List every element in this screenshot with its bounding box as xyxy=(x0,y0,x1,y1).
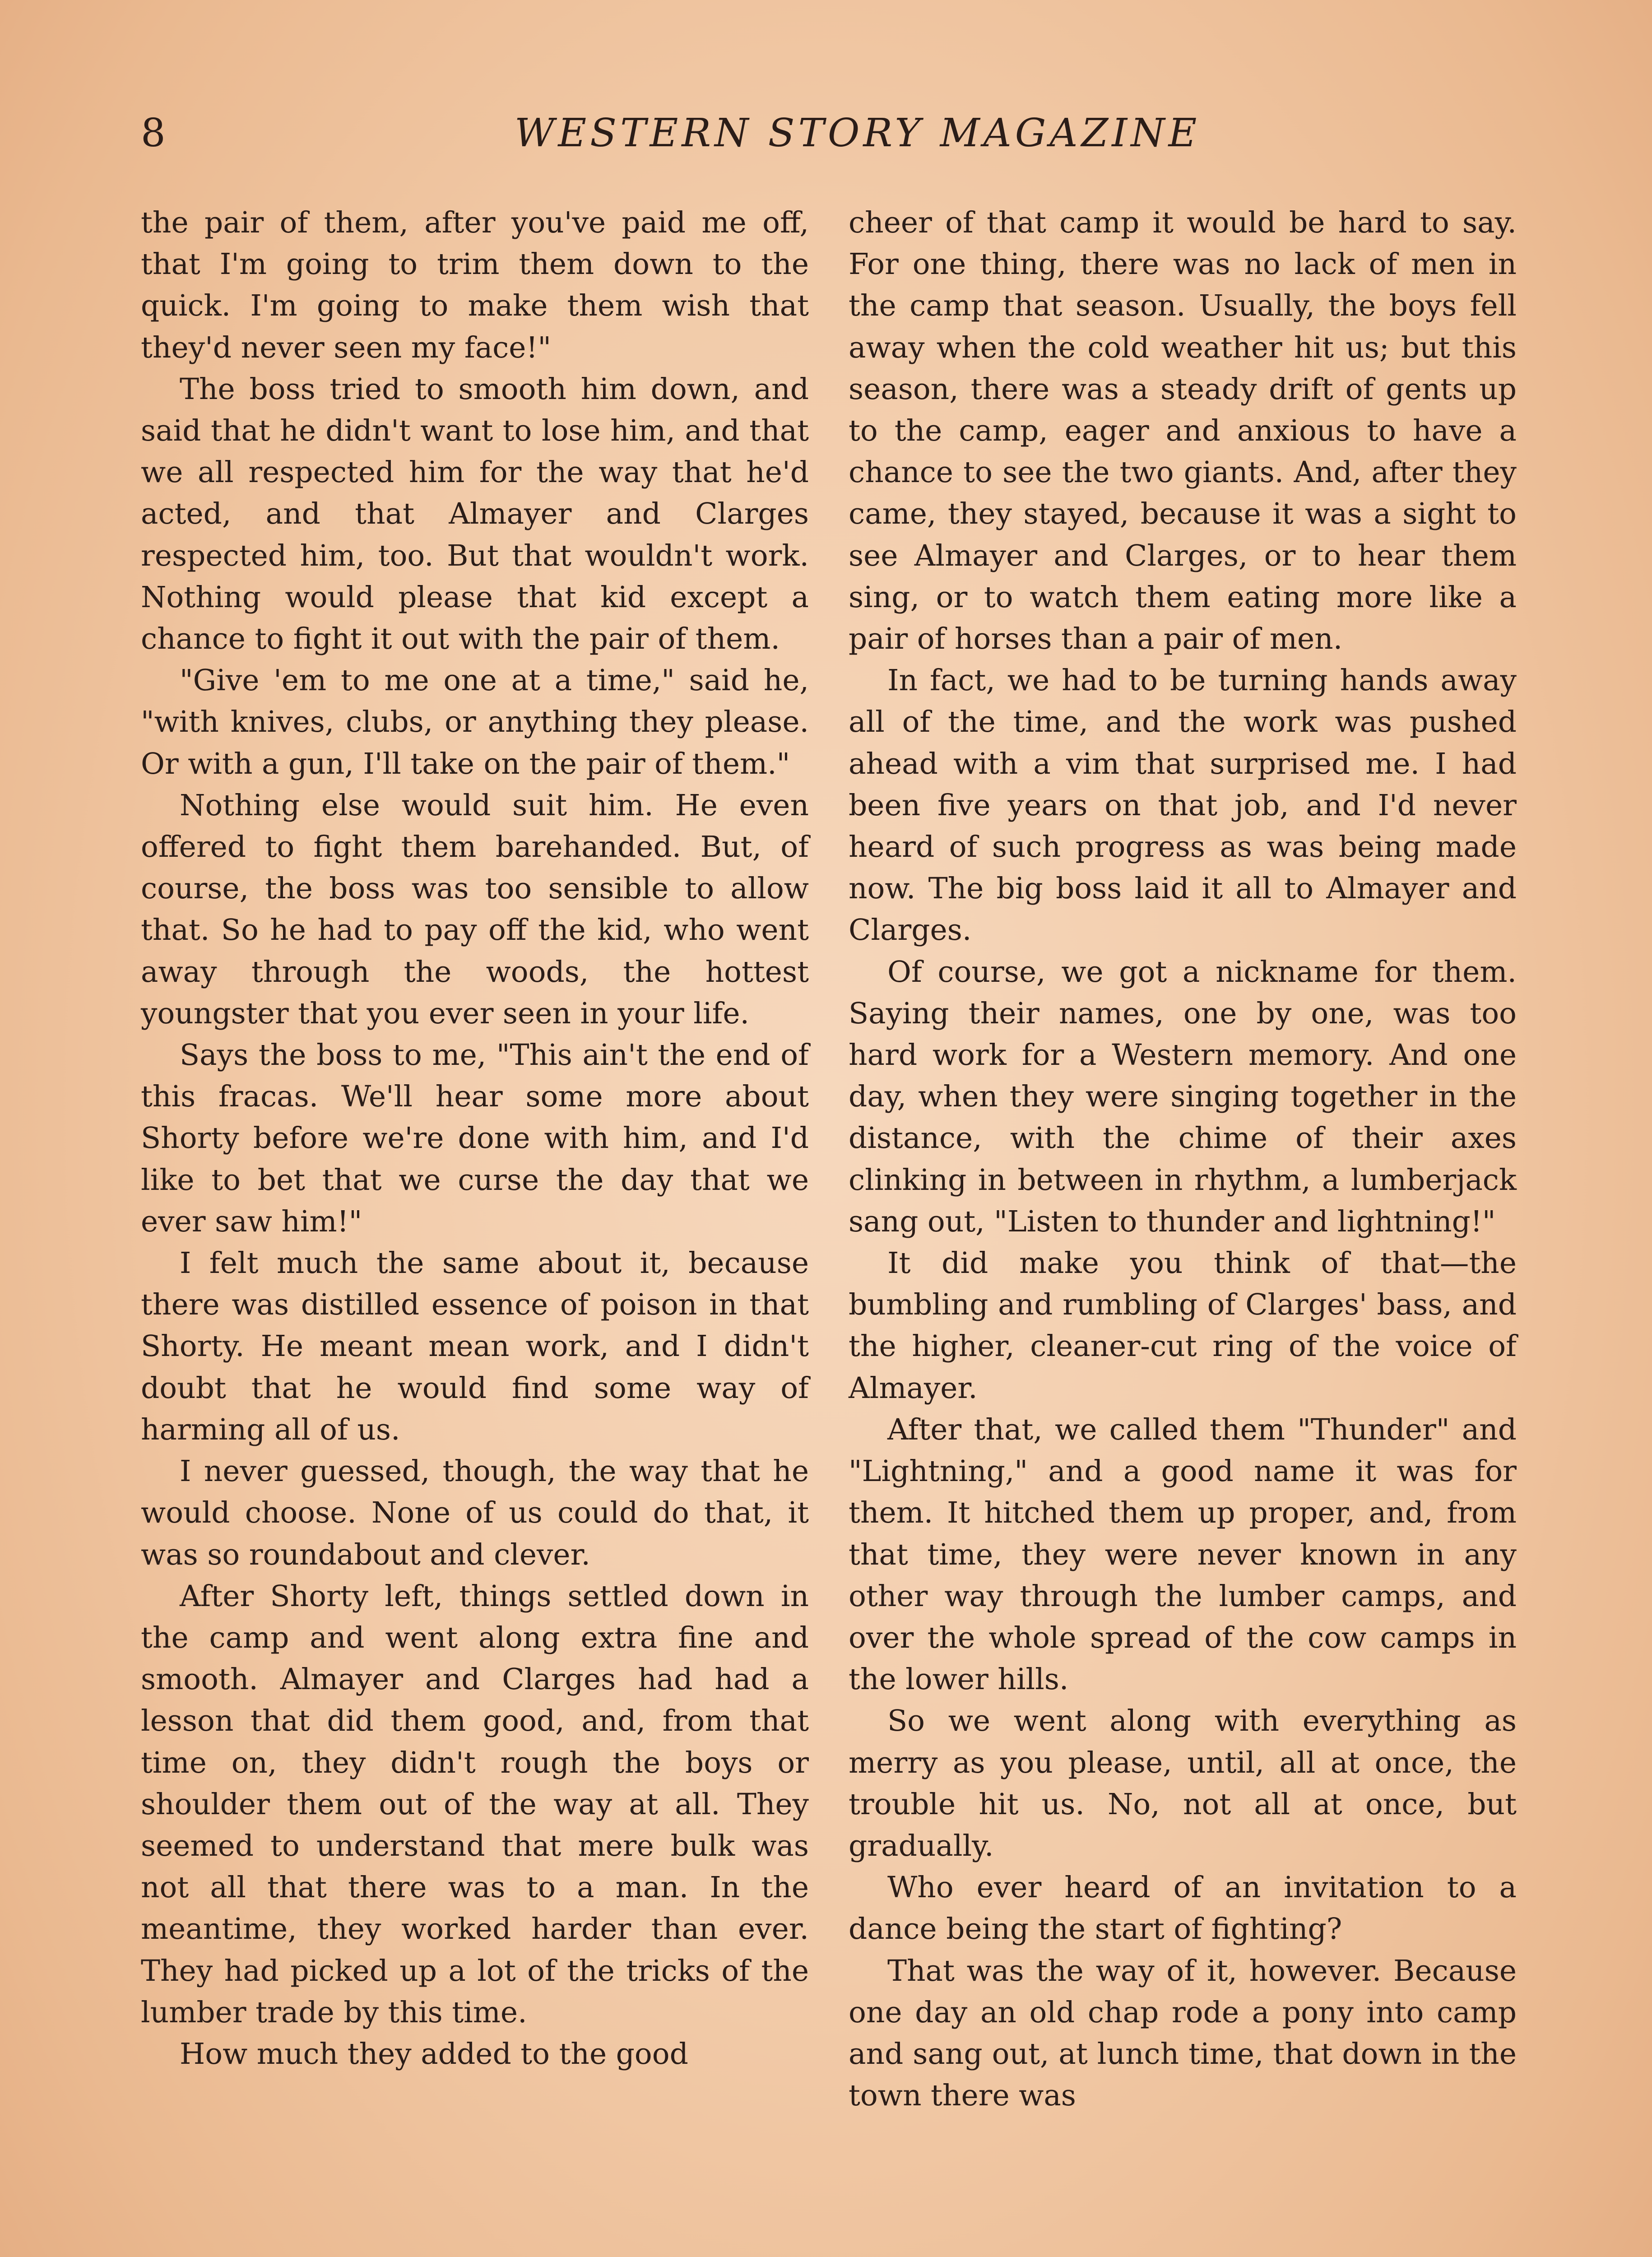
paragraph: After that, we called them "Thunder" and "Lightning," and a good name it was for them. It hitched them up proper, and, from that time, they were never known in any other way through the lumber camps, and over the whole spread of the cow camps in the lower hills. xyxy=(849,1412,1517,1697)
paragraph: I never guessed, though, the way that he would choose. None of us could do that, it was so roundabout and clever. xyxy=(141,1454,809,1572)
paragraph: After Shorty left, things settled down in the camp and went along extra fine and smooth. Almayer and Clarges had had a lesson that did them good, and, from that time on, they didn't rough the boys or shoulder them out of the way at all. They seemed to understand that mere bulk was not all that there was to a man. In the meantime, they worked harder than ever. They had picked up a lot of the tricks of the lumber trade by this time. xyxy=(141,1579,809,2029)
paragraph: Who ever heard of an invitation to a dance being the start of fighting? xyxy=(849,1871,1517,1946)
paragraph: "Give 'em to me one at a time," said he, "with knives, clubs, or anything they please. Or with a gun, I'll take on the pair of them." xyxy=(141,664,809,781)
paragraph: How much they added to the good xyxy=(180,2037,688,2071)
paragraph: the pair of them, after you've paid me off, that I'm going to trim them down to the quick. I'm going to make them wish that they'd never seen my face!" xyxy=(141,206,809,365)
paragraph: Of course, we got a nickname for them. Saying their names, one by one, was too hard work for a Western memory. And one day, when they were singing together in the distance, with the chime of their axes clinking in between in rhythm, a lumberjack sang out, "Listen to thunder and lightning!" xyxy=(849,955,1517,1239)
paragraph: That was the way of it, however. Because one day an old chap rode a pony into camp and sang out, at lunch time, that down in the town there was xyxy=(849,1954,1517,2113)
text-column-left xyxy=(141,202,809,2257)
paragraph: cheer of that camp it would be hard to say. For one thing, there was no lack of men in the camp that season. Usually, the boys fell away when the cold weather hit us; but this season, there was a steady drift of gents up to the camp, eager and anxious to have a chance to see the two giants. And, after they came, they stayed, because it was a sight to see Almayer and Clarges, or to hear them sing, or to watch them eating more like a pair of horses than a pair of men. xyxy=(849,206,1517,656)
text-column-right xyxy=(849,202,1517,2257)
paragraph: It did make you think of that—the bumbling and rumbling of Clarges' bass, and the higher, cleaner-cut ring of the voice of Almayer. xyxy=(849,1246,1517,1405)
paragraph: Says the boss to me, "This ain't the end of this fracas. We'll hear some more about Shorty before we're done with him, and I'd like to bet that we curse the day that we ever saw him!" xyxy=(141,1038,809,1239)
paragraph: Nothing else would suit him. He even offered to fight them barehanded. But, of course, the boss was too sensible to allow that. So he had to pay off the kid, who went away through the woods, the hottest youngster that you ever seen in your life. xyxy=(141,788,809,1031)
running-title: WESTERN STORY MAGAZINE xyxy=(515,111,1201,156)
page-number: 8 xyxy=(141,111,167,156)
paragraph: In fact, we had to be turning hands away all of the time, and the work was pushed ahead with a vim that surprised me. I had been five years on that job, and I'd never heard of such progress as was being made now. The big boss laid it all to Almayer and Clarges. xyxy=(849,664,1517,947)
paragraph: I felt much the same about it, because there was distilled essence of poison in that Shorty. He meant mean work, and I didn't doubt that he would find some way of harming all of us. xyxy=(141,1246,809,1447)
paragraph: So we went along with everything as merry as you please, until, all at once, the trouble hit us. No, not all at once, but gradually. xyxy=(849,1704,1517,1863)
paragraph: The boss tried to smooth him down, and said that he didn't want to lose him, and that we all respected him for the way that he'd acted, and that Almayer and Clarges respected him, too. But that wouldn't work. Nothing would please that kid except a chance to fight it out with the pair of them. xyxy=(141,372,809,656)
